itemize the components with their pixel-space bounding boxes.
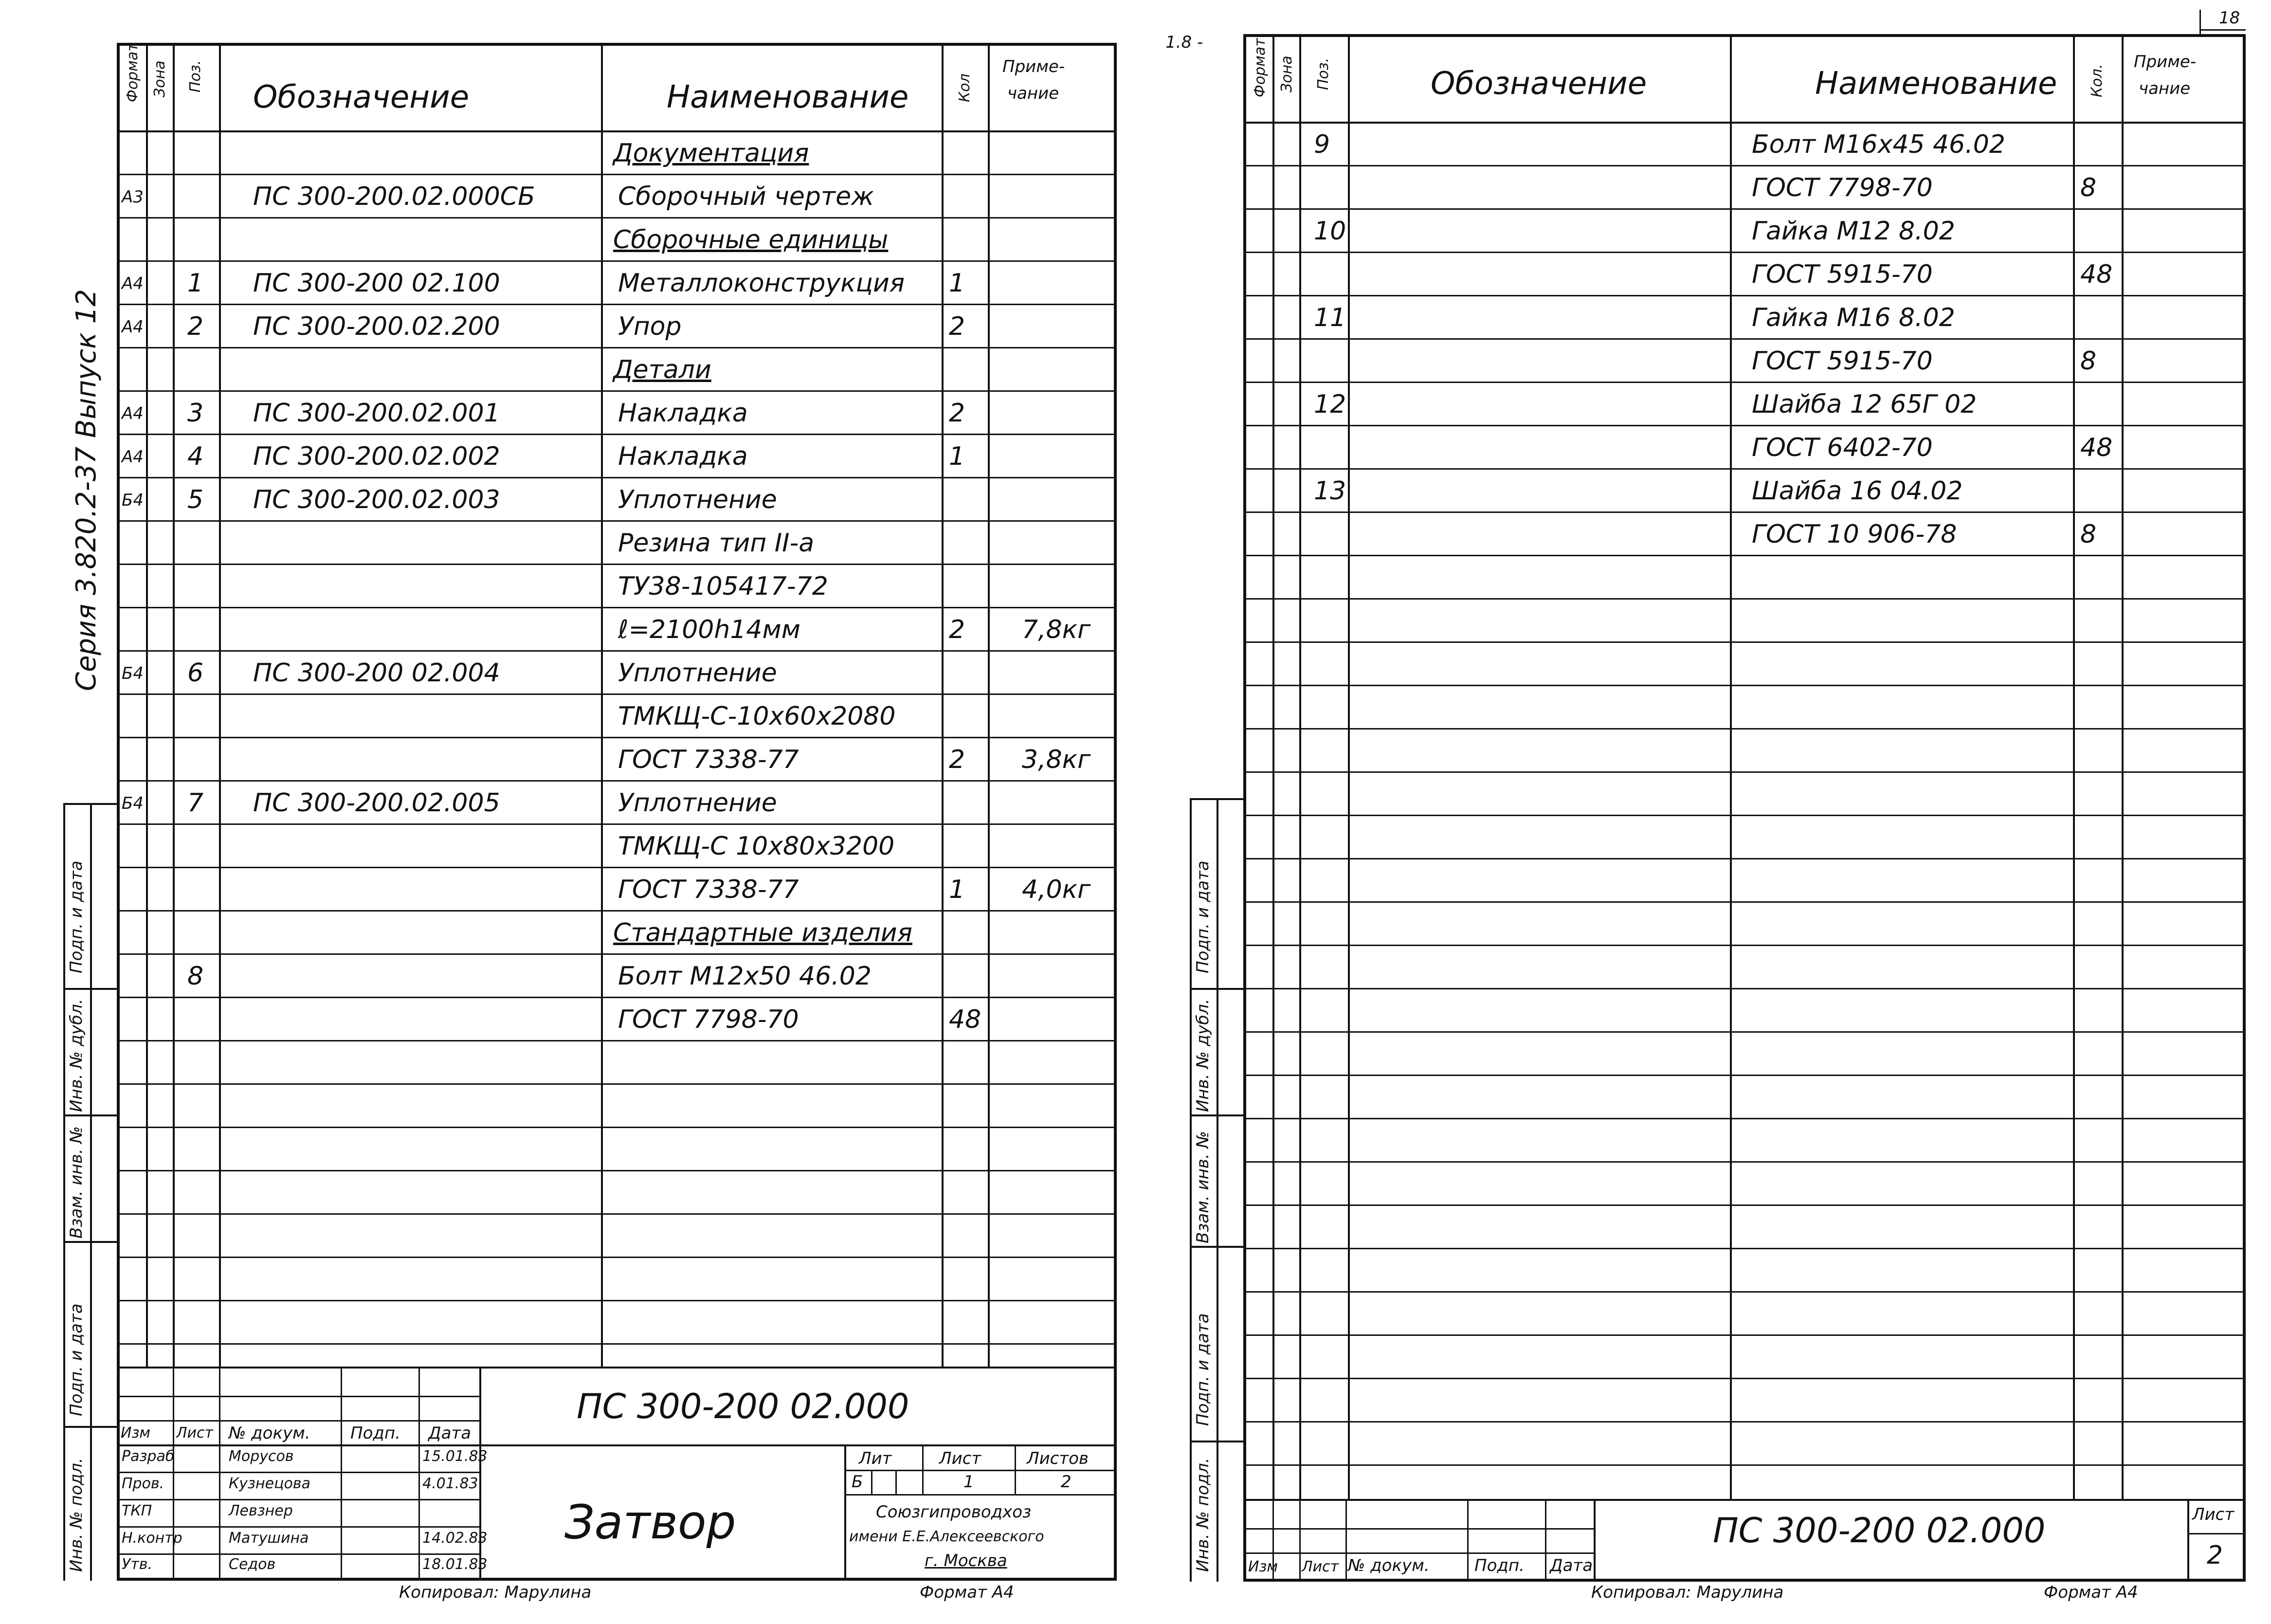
row-name: Металлоконструкция xyxy=(618,269,905,298)
row-quantity: 48 xyxy=(2080,260,2113,289)
row-line xyxy=(1243,208,2246,210)
row-line xyxy=(1243,511,2246,513)
margin-mark: 1.8 - xyxy=(1165,33,1203,52)
row-name: ГОСТ 7798-70 xyxy=(1752,173,1933,202)
side-strip-line xyxy=(90,803,92,1581)
side-strip-line xyxy=(1190,798,1243,800)
tb-line xyxy=(871,1470,872,1494)
row-line xyxy=(117,477,1117,478)
tb-org-3: г. Москва xyxy=(925,1551,1007,1570)
row-name: ТМКЩ-С-10х60х2080 xyxy=(618,702,896,731)
hdr-note2: чание xyxy=(1007,84,1059,103)
row-line xyxy=(1243,1464,2246,1466)
corner-number: 18 xyxy=(2219,8,2240,28)
row-line xyxy=(117,737,1117,738)
row-note: 4,0кг xyxy=(1022,875,1091,904)
row-format: А3 xyxy=(122,187,144,207)
tb-line xyxy=(117,1472,479,1473)
side-strip-line xyxy=(1190,1114,1243,1116)
row-quantity: 2 xyxy=(949,399,965,428)
tb-sheets: 2 xyxy=(1061,1472,1072,1492)
header-line xyxy=(117,130,1117,132)
side-label-replace: Взам. инв. № xyxy=(67,1126,86,1239)
hdr-pos: Поз. xyxy=(187,60,204,92)
signer-name: Левзнер xyxy=(229,1502,293,1519)
tb-line xyxy=(117,1526,479,1528)
row-format: А4 xyxy=(122,447,144,467)
row-name: ГОСТ 5915-70 xyxy=(1752,347,1933,376)
row-line xyxy=(117,823,1117,825)
side-label-dup: Инв. № дубл. xyxy=(1193,999,1213,1112)
side-label-sign-date: Подп. и дата xyxy=(67,860,86,973)
row-line xyxy=(1243,555,2246,556)
hdr-name: Наименование xyxy=(667,79,909,115)
signer-role: Н.контр xyxy=(122,1530,182,1547)
tb-sheet-label: Лист xyxy=(2192,1505,2235,1524)
row-line xyxy=(1243,382,2246,383)
tb-line xyxy=(341,1367,342,1581)
col-line xyxy=(146,43,148,1367)
corner-line xyxy=(2199,10,2201,34)
tb-sheets-label: Листов xyxy=(1027,1449,1089,1468)
row-name: Болт М12х50 46.02 xyxy=(618,962,872,991)
tb-col-doc: № докум. xyxy=(1348,1556,1430,1575)
row-name: Детали xyxy=(613,355,711,384)
tb-doc-number: ПС 300-200 02.000 xyxy=(577,1387,909,1426)
row-designation: ПС 300-200.02.001 xyxy=(253,399,500,428)
row-line xyxy=(1243,1248,2246,1249)
series-label: Серия 3.820.2-37 Выпуск 12 xyxy=(71,289,102,691)
row-format: А4 xyxy=(122,404,144,423)
signer-role: Пров. xyxy=(122,1475,164,1492)
tb-lit: Б xyxy=(852,1472,863,1492)
tb-line xyxy=(1594,1499,1596,1582)
tb-top-line xyxy=(1243,1499,2246,1501)
col-line xyxy=(173,43,175,1367)
tb-line xyxy=(117,1444,479,1446)
hdr-qty: Кол xyxy=(956,73,973,102)
row-line xyxy=(1243,165,2246,166)
tb-line xyxy=(1467,1499,1469,1582)
tb-line xyxy=(1345,1499,1347,1582)
row-position: 5 xyxy=(187,485,204,514)
row-line xyxy=(1243,295,2246,296)
tb-line xyxy=(1015,1444,1016,1494)
row-line xyxy=(1243,1334,2246,1336)
hdr-format: Формат xyxy=(124,43,141,102)
signer-date: 15.01.83 xyxy=(422,1448,488,1465)
row-name: ГОСТ 7338-77 xyxy=(618,875,799,904)
row-note: 3,8кг xyxy=(1022,745,1091,774)
row-quantity: 8 xyxy=(2080,173,2097,202)
tb-col-list: Лист xyxy=(176,1424,214,1442)
row-designation: ПС 300-200 02.100 xyxy=(253,269,500,298)
side-strip-line xyxy=(1190,798,1192,1582)
signer-role: Утв. xyxy=(122,1556,152,1573)
row-designation: ПС 300-200.02.003 xyxy=(253,485,500,514)
row-name: Документация xyxy=(613,139,809,168)
row-line xyxy=(1243,728,2246,730)
tb-col-date: Дата xyxy=(1550,1556,1593,1575)
row-line xyxy=(1243,468,2246,470)
signer-role: ТКП xyxy=(122,1502,152,1519)
row-line xyxy=(117,1300,1117,1301)
tb-title: Затвор xyxy=(564,1495,736,1550)
col-line xyxy=(219,43,221,1367)
side-label-sign-date-2: Подп. и дата xyxy=(1193,1313,1213,1426)
row-line xyxy=(117,1040,1117,1041)
side-strip-line xyxy=(63,988,117,990)
tb-sheet: 1 xyxy=(963,1472,974,1492)
row-line xyxy=(1243,1161,2246,1163)
signer-role: Разраб xyxy=(122,1448,175,1465)
row-name: ГОСТ 7338-77 xyxy=(618,745,799,774)
side-label-sign-date: Подп. и дата xyxy=(1193,860,1213,973)
side-strip-line xyxy=(63,803,117,805)
tb-line xyxy=(2187,1533,2246,1534)
row-name: Резина тип II-а xyxy=(618,529,815,558)
row-designation: ПС 300-200.02.005 xyxy=(253,788,500,818)
tb-col-list: Лист xyxy=(1302,1558,1339,1575)
row-name: Упор xyxy=(618,312,682,341)
row-position: 8 xyxy=(187,962,204,991)
tb-line xyxy=(844,1444,846,1581)
row-name: Болт М16х45 46.02 xyxy=(1752,130,2005,159)
row-line xyxy=(1243,1291,2246,1293)
row-line xyxy=(1243,815,2246,816)
signer-date: 4.01.83 xyxy=(422,1475,478,1492)
row-line xyxy=(1243,988,2246,989)
col-line xyxy=(1299,34,1301,1499)
tb-line xyxy=(844,1470,1117,1471)
row-line xyxy=(117,174,1117,175)
row-format: Б4 xyxy=(122,794,144,813)
row-quantity: 48 xyxy=(2080,433,2113,462)
header-line xyxy=(1243,122,2246,124)
row-designation: ПС 300-200 02.004 xyxy=(253,658,500,688)
col-line xyxy=(1730,34,1732,1499)
row-line xyxy=(1243,252,2246,253)
hdr-designation: Обозначение xyxy=(1431,66,1647,102)
row-name: Шайба 12 65Г 02 xyxy=(1752,390,1977,419)
row-name: Накладка xyxy=(618,399,748,428)
row-line xyxy=(117,1213,1117,1215)
tb-line xyxy=(895,1470,897,1494)
row-position: 10 xyxy=(1314,217,1346,246)
tb-col-date: Дата xyxy=(428,1423,472,1443)
row-quantity: 48 xyxy=(949,1005,981,1034)
row-line xyxy=(117,217,1117,219)
hdr-qty: Кол. xyxy=(2089,64,2106,97)
hdr-pos: Поз. xyxy=(1315,57,1332,90)
row-format: А4 xyxy=(122,274,144,293)
row-position: 11 xyxy=(1314,303,1346,332)
tb-line xyxy=(479,1367,481,1581)
row-position: 6 xyxy=(187,658,204,688)
tb-top-line xyxy=(117,1367,1117,1369)
row-line xyxy=(1243,858,2246,859)
row-line xyxy=(1243,1031,2246,1033)
row-quantity: 1 xyxy=(949,269,965,298)
row-line xyxy=(117,347,1117,348)
row-line xyxy=(117,780,1117,782)
row-name: Гайка М12 8.02 xyxy=(1752,217,1955,246)
row-line xyxy=(117,390,1117,392)
tb-line xyxy=(117,1420,479,1422)
row-line xyxy=(117,434,1117,435)
side-strip-line xyxy=(63,1241,117,1243)
row-quantity: 1 xyxy=(949,875,965,904)
row-line xyxy=(117,650,1117,652)
row-quantity: 8 xyxy=(2080,347,2097,376)
tb-org-1: Союзгипроводхоз xyxy=(876,1502,1032,1522)
side-strip-line xyxy=(63,803,65,1581)
side-label-sign-date-2: Подп. и дата xyxy=(67,1303,86,1416)
row-name: Сборочные единицы xyxy=(613,225,889,255)
tb-line xyxy=(117,1553,479,1555)
hdr-zone: Зона xyxy=(151,60,168,97)
row-line xyxy=(117,953,1117,955)
tb-org-2: имени Е.Е.Алексеевского xyxy=(849,1528,1044,1545)
tb-col-izm: Изм xyxy=(121,1424,151,1442)
row-name: Уплотнение xyxy=(618,485,777,514)
row-line xyxy=(117,910,1117,912)
row-name: Шайба 16 04.02 xyxy=(1752,476,1963,506)
corner-line xyxy=(2199,29,2246,31)
row-line xyxy=(1243,338,2246,340)
col-line xyxy=(1348,34,1350,1499)
side-strip-line xyxy=(63,1426,117,1428)
row-name: Сборочный чертеж xyxy=(618,182,874,211)
signer-name: Матушина xyxy=(229,1530,309,1547)
tb-sheet-label: Лист xyxy=(939,1449,981,1468)
side-label-dup: Инв. № дубл. xyxy=(67,999,86,1112)
row-designation: ПС 300-200.02.002 xyxy=(253,442,500,471)
row-name: ТУ38-105417-72 xyxy=(618,572,828,601)
side-strip-line xyxy=(1190,1246,1243,1248)
tb-col-doc: № докум. xyxy=(229,1423,310,1443)
tb-doc-number: ПС 300-200 02.000 xyxy=(1713,1511,2046,1551)
row-name: ТМКЩ-С 10х80х3200 xyxy=(618,832,895,861)
row-line xyxy=(1243,641,2246,643)
tb-line xyxy=(1545,1499,1546,1582)
row-line xyxy=(117,867,1117,868)
row-position: 9 xyxy=(1314,130,1330,159)
col-line xyxy=(2073,34,2075,1499)
footer-copied: Копировал: Марулина xyxy=(399,1583,592,1602)
hdr-name: Наименование xyxy=(1815,66,2057,102)
hdr-note1: Приме- xyxy=(2134,52,2197,72)
col-line xyxy=(2122,34,2124,1499)
tb-sheet: 2 xyxy=(2207,1541,2223,1570)
row-position: 13 xyxy=(1314,476,1346,506)
tb-col-sign: Подп. xyxy=(1474,1556,1525,1575)
row-format: Б4 xyxy=(122,664,144,683)
row-quantity: 2 xyxy=(949,312,965,341)
row-note: 7,8кг xyxy=(1022,615,1091,644)
hdr-designation: Обозначение xyxy=(253,79,470,115)
tb-col-sign: Подп. xyxy=(350,1423,400,1443)
row-designation: ПС 300-200.02.000СБ xyxy=(253,182,535,211)
row-line xyxy=(1243,1378,2246,1379)
row-line xyxy=(1243,1075,2246,1076)
row-line xyxy=(117,520,1117,522)
signer-date: 14.02.83 xyxy=(422,1530,488,1547)
hdr-zone: Зона xyxy=(1278,55,1295,92)
row-line xyxy=(1243,945,2246,946)
row-position: 7 xyxy=(187,788,204,818)
row-line xyxy=(117,1170,1117,1171)
side-strip-line xyxy=(63,1114,117,1116)
row-quantity: 1 xyxy=(949,442,965,471)
footer-copied: Копировал: Марулина xyxy=(1591,1583,1784,1602)
side-strip-line xyxy=(1190,1441,1243,1442)
row-position: 4 xyxy=(187,442,204,471)
row-line xyxy=(117,1083,1117,1085)
tb-line xyxy=(117,1499,479,1500)
row-name: ℓ=2100h14мм xyxy=(618,615,800,644)
footer-format: Формат А4 xyxy=(920,1583,1014,1602)
side-label-replace: Взам. инв. № xyxy=(1193,1131,1213,1243)
tb-lit-label: Лит xyxy=(859,1449,892,1468)
row-quantity: 2 xyxy=(949,615,965,644)
col-line xyxy=(601,43,603,1367)
row-line xyxy=(117,607,1117,608)
row-name: Накладка xyxy=(618,442,748,471)
row-name: Стандартные изделия xyxy=(613,918,912,948)
row-line xyxy=(117,1127,1117,1128)
row-name: Уплотнение xyxy=(618,658,777,688)
row-format: Б4 xyxy=(122,491,144,510)
side-strip-line xyxy=(1217,798,1218,1582)
row-line xyxy=(1243,598,2246,600)
tb-line xyxy=(844,1494,1117,1496)
col-line xyxy=(942,43,944,1367)
signer-date: 18.01.83 xyxy=(422,1556,488,1573)
row-quantity: 2 xyxy=(949,745,965,774)
hdr-note1: Приме- xyxy=(1002,57,1065,76)
tb-line xyxy=(1243,1552,1594,1554)
row-name: ГОСТ 7798-70 xyxy=(618,1005,799,1034)
row-name: Уплотнение xyxy=(618,788,777,818)
row-line xyxy=(117,564,1117,565)
tb-line xyxy=(1299,1499,1301,1582)
row-line xyxy=(117,304,1117,305)
row-position: 2 xyxy=(187,312,204,341)
side-label-inv: Инв. № подл. xyxy=(67,1458,86,1572)
tb-line xyxy=(922,1444,924,1494)
tb-line xyxy=(173,1367,174,1581)
row-position: 1 xyxy=(187,269,204,298)
row-position: 3 xyxy=(187,399,204,428)
col-line xyxy=(1272,34,1274,1499)
row-designation: ПС 300-200.02.200 xyxy=(253,312,500,341)
row-line xyxy=(1243,1118,2246,1119)
footer-format: Формат А4 xyxy=(2044,1583,2138,1602)
row-line xyxy=(1243,1421,2246,1423)
hdr-note2: чание xyxy=(2139,79,2191,98)
row-line xyxy=(1243,685,2246,686)
tb-line xyxy=(117,1396,479,1397)
row-name: ГОСТ 6402-70 xyxy=(1752,433,1933,462)
tb-line xyxy=(1243,1528,1594,1530)
row-line xyxy=(117,1343,1117,1345)
tb-line xyxy=(219,1367,220,1581)
row-format: А4 xyxy=(122,317,144,337)
side-label-inv: Инв. № подл. xyxy=(1193,1458,1213,1572)
side-strip-line xyxy=(1190,988,1243,990)
row-name: Гайка М16 8.02 xyxy=(1752,303,1955,332)
col-line xyxy=(988,43,990,1367)
tb-line xyxy=(2187,1499,2189,1582)
signer-name: Морусов xyxy=(229,1448,294,1465)
hdr-format: Формат xyxy=(1252,38,1269,97)
row-position: 12 xyxy=(1314,390,1346,419)
row-line xyxy=(117,260,1117,262)
signer-name: Седов xyxy=(229,1556,276,1573)
row-line xyxy=(1243,771,2246,773)
row-quantity: 8 xyxy=(2080,520,2097,549)
row-line xyxy=(117,997,1117,998)
tb-col-izm: Изм xyxy=(1248,1558,1278,1575)
signer-name: Кузнецова xyxy=(229,1475,310,1492)
row-name: ГОСТ 10 906-78 xyxy=(1752,520,1957,549)
row-line xyxy=(117,693,1117,695)
tb-line xyxy=(418,1367,420,1581)
row-line xyxy=(1243,425,2246,426)
row-line xyxy=(1243,901,2246,903)
tb-line xyxy=(479,1444,1117,1446)
row-line xyxy=(117,1257,1117,1258)
row-line xyxy=(1243,1204,2246,1206)
row-name: ГОСТ 5915-70 xyxy=(1752,260,1933,289)
